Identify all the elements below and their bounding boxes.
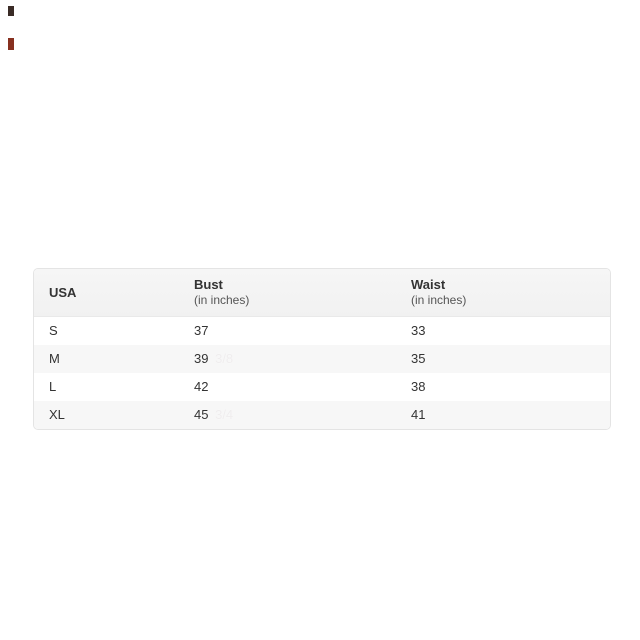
waist-cell: 35 [411,351,426,366]
column-header-label: USA [49,284,77,300]
table-row-size-xl [34,401,610,429]
stray-glyph-icon [8,6,14,16]
column-header-sublabel: (in inches) [194,293,250,307]
table-row-size-m [34,345,610,373]
bust-cell [194,407,411,423]
column-header-label: Waist [411,277,446,292]
bust-cell [194,351,411,367]
bust-cell [194,323,411,339]
bust-cell [194,379,411,395]
waist-cell: 38 [411,379,426,394]
bust-fraction-faint: 3/4 [215,407,234,422]
size-cell: S [49,323,58,338]
bust-value: 45 [194,407,209,422]
column-header-usa [34,284,194,302]
bust-fraction-faint: 3/8 [215,351,234,366]
size-cell: XL [49,407,65,422]
table-header-row [34,269,610,317]
waist-cell: 33 [411,323,426,338]
column-header-waist [411,277,610,308]
waist-cell: 41 [411,407,426,422]
column-header-bust [194,277,411,308]
size-cell: M [49,351,60,366]
bust-value: 39 [194,351,209,366]
stray-glyph-icon [8,38,14,50]
column-header-label: Bust [194,277,223,292]
table-row-size-s [34,317,610,345]
bust-value: 42 [194,379,209,394]
size-chart-table [33,268,611,430]
bust-value: 37 [194,323,209,338]
column-header-sublabel: (in inches) [411,293,467,307]
size-cell: L [49,379,57,394]
table-row-size-l [34,373,610,401]
